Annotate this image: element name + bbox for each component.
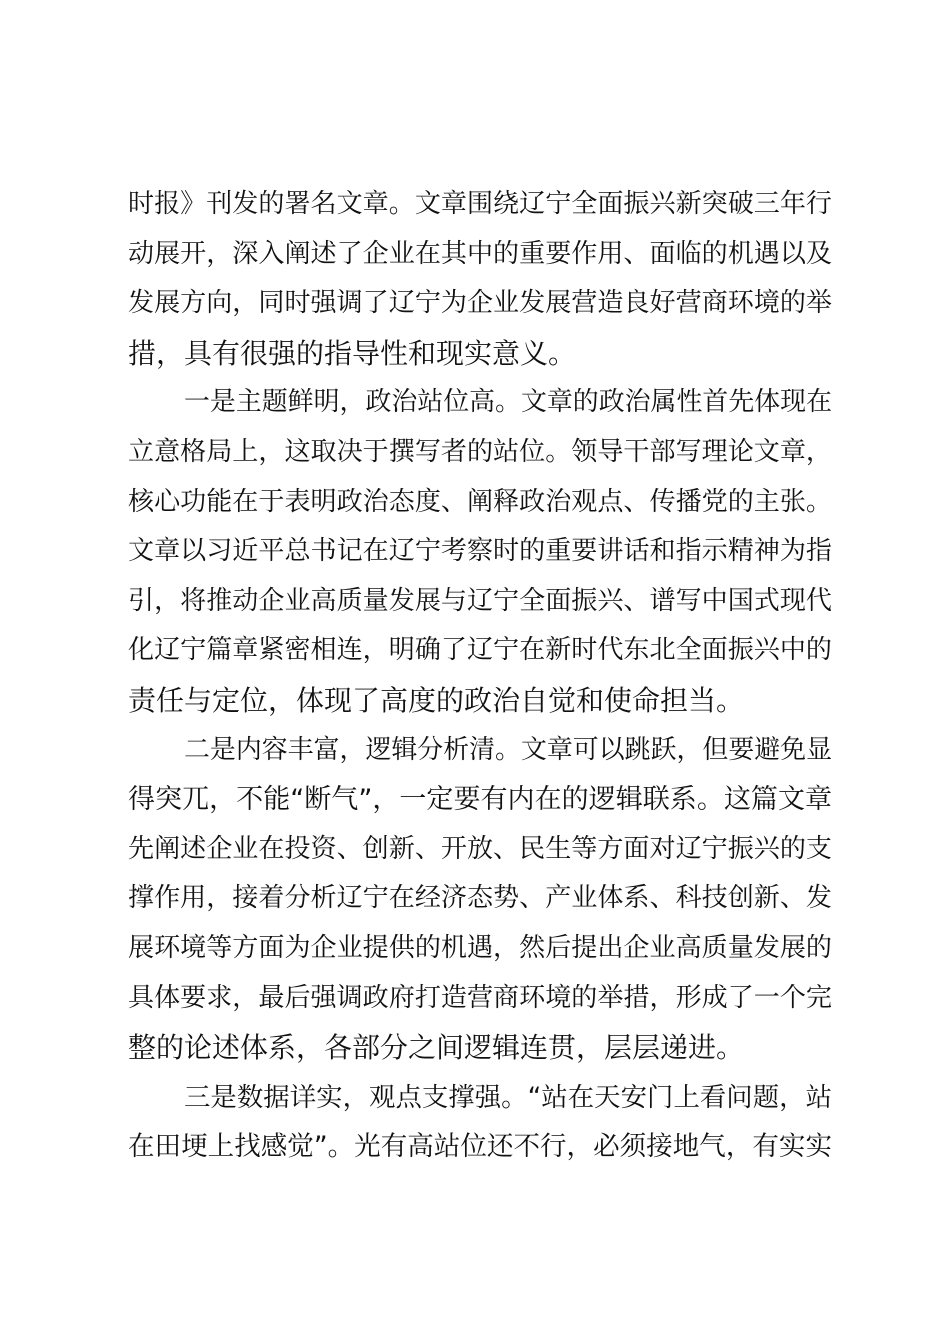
text-line: 撑作用，接着分析辽宁在经济态势、产业体系、科技创新、发 xyxy=(128,883,832,914)
text-line: 引，将推动企业高质量发展与辽宁全面振兴、谱写中国式现代 xyxy=(128,585,832,616)
text-line: 在田埂上找感觉”。光有高站位还不行，必须接地气，有实实 xyxy=(128,1131,832,1163)
text-line: 化辽宁篇章紧密相连，明确了辽宁在新时代东北全面振兴中的 xyxy=(128,635,832,666)
text-line: 动展开，深入阐述了企业在其中的重要作用、面临的机遇以及 xyxy=(128,238,832,269)
text-line: 核心功能在于表明政治态度、阐释政治观点、传播党的主张。 xyxy=(128,486,832,517)
document-body xyxy=(128,180,832,1172)
text-line: 责任与定位，体现了高度的政治自觉和使命担当。 xyxy=(128,683,745,717)
text-line: 整的论述体系，各部分之间逻辑连贯，层层递进。 xyxy=(128,1031,745,1065)
paragraph-point-two xyxy=(128,726,832,1073)
text-line: 立意格局上，这取决于撰写者的站位。领导干部写理论文章， xyxy=(128,436,832,467)
text-line: 先阐述企业在投资、创新、开放、民生等方面对辽宁振兴的支 xyxy=(128,833,832,864)
paragraph-intro-continuation xyxy=(128,180,832,378)
text-line: 得突兀，不能“断气”，一定要有内在的逻辑联系。这篇文章 xyxy=(128,784,832,816)
text-line: 文章以习近平总书记在辽宁考察时的重要讲话和指示精神为指 xyxy=(128,536,832,567)
text-line: 展环境等方面为企业提供的机遇，然后提出企业高质量发展的 xyxy=(128,932,832,963)
paragraph-point-one xyxy=(128,378,832,725)
text-line: 时报》刊发的署名文章。文章围绕辽宁全面振兴新突破三年行 xyxy=(128,189,832,219)
text-line: 二是内容丰富，逻辑分析清。文章可以跳跃，但要避免显 xyxy=(184,734,832,765)
text-line: 措，具有很强的指导性和现实意义。 xyxy=(128,336,577,370)
paragraph-point-three xyxy=(128,1073,832,1172)
text-line: 发展方向，同时强调了辽宁为企业发展营造良好营商环境的举 xyxy=(128,288,832,319)
text-line: 一是主题鲜明，政治站位高。文章的政治属性首先体现在 xyxy=(184,387,832,418)
text-line: 三是数据详实，观点支撑强。“站在天安门上看问题，站 xyxy=(184,1081,832,1113)
text-line: 具体要求，最后强调政府打造营商环境的举措，形成了一个完 xyxy=(128,982,832,1013)
